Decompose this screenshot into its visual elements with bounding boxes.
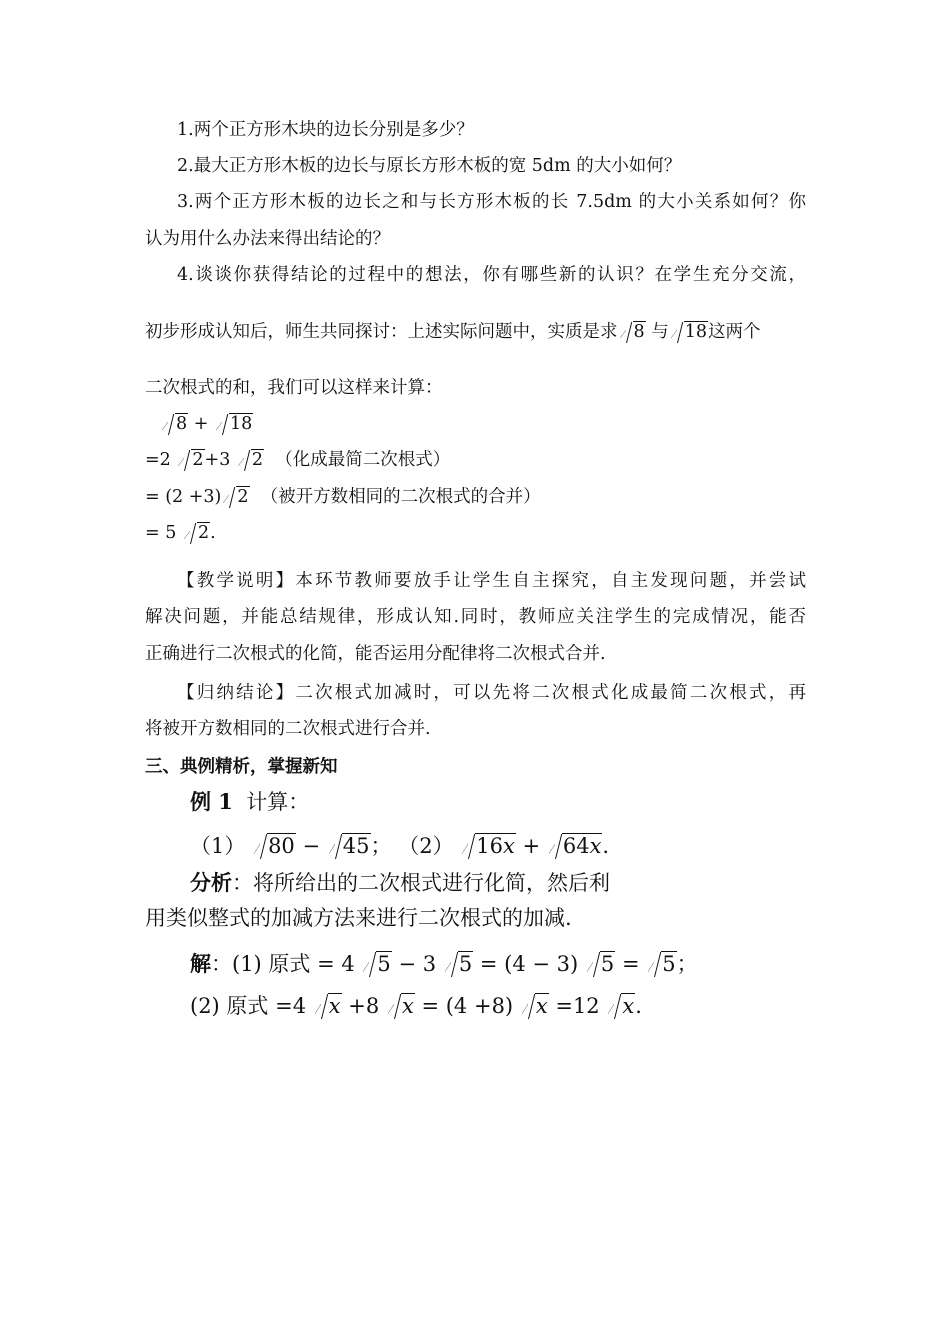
solution-1-b: = (4 − 3) (479, 952, 579, 976)
calc-4-post: . (210, 523, 216, 543)
question-4-text-mid: 与 (651, 322, 669, 342)
solution-line-1 (190, 950, 698, 978)
solution-line-2 (190, 992, 642, 1020)
solution-2-c: =12 (555, 994, 600, 1018)
calc-4-pre: = 5 (145, 523, 177, 543)
example-problems (190, 832, 609, 860)
calc-3-pre: = (2 +3) (145, 487, 222, 507)
solution-1-sqrt-a: 5 (363, 950, 391, 978)
calc-line-3 (145, 485, 541, 509)
solution-1-sqrt-b: 5 (445, 950, 473, 978)
example-title: 计算： (246, 790, 310, 814)
calc-2-mid: +3 (204, 450, 231, 470)
example-heading (190, 788, 309, 816)
calc-sqrt-8: 8 (162, 412, 188, 436)
solution-1-sqrt-c: 5 (587, 950, 615, 978)
problem-2-sqrt-16x (462, 832, 516, 860)
calc-2-sqrt-b: 2 (238, 448, 264, 472)
solution-2-sqrt-a: x (315, 992, 342, 1020)
calc-2-pre: =2 (145, 450, 171, 470)
conclusion-line-2: 将被开方数相同的二次根式进行合并. (145, 719, 431, 739)
question-4-line-1: 4.谈谈你获得结论的过程中的想法，你有哪些新的认识？在学生充分交流， (177, 265, 806, 285)
teaching-note-line-3: 正确进行二次根式的化简，能否运用分配律将二次根式合并. (145, 644, 606, 664)
question-3-line-1: 3.两个正方形木板的边长之和与长方形木板的长 7.5dm 的大小关系如何？你 (177, 192, 806, 212)
calc-plus: + (193, 414, 209, 434)
solution-2-sqrt-b: x (388, 992, 415, 1020)
problem-2-r1-var: x (503, 834, 515, 858)
solution-1-pre: ：(1) 原式 = 4 (211, 952, 355, 976)
solution-2-a: +8 (348, 994, 380, 1018)
conclusion-line-1: 【归纳结论】二次根式加减时，可以先将二次根式化成最简二次根式，再 (177, 683, 806, 703)
problem-2-end: . (602, 834, 610, 858)
example-label: 例 1 (190, 789, 233, 814)
calc-line-4 (145, 521, 216, 545)
question-4-line-3: 二次根式的和，我们可以这样来计算： (145, 378, 443, 398)
solution-2-pre: (2) 原式 =4 (190, 994, 307, 1018)
teaching-note-line-1: 【教学说明】本环节教师要放手让学生自主探究，自主发现问题，并尝试 (177, 571, 806, 591)
solution-1-sqrt-d: 5 (648, 950, 676, 978)
solution-2-sqrt-d: x (608, 992, 635, 1020)
question-4-line-2 (145, 320, 761, 344)
calc-line-1 (160, 412, 253, 436)
problem-1-end: ； (370, 834, 392, 858)
solution-2-sqrt-c: x (522, 992, 549, 1020)
section-title: 三、典例精析，掌握新知 (145, 757, 338, 777)
question-4-text-post: 这两个 (708, 322, 761, 342)
problem-1-sqrt-80: 80 (254, 832, 296, 860)
problem-2-sqrt-64x (549, 832, 603, 860)
question-2: 2.最大正方形木板的边长与原长方形木板的宽 5dm 的大小如何？ (177, 156, 682, 176)
analysis-line-2: 用类似整式的加减方法来进行二次根式的加减. (145, 906, 572, 930)
problem-2-r2-num: 64 (562, 834, 590, 858)
calc-2-sqrt-a: 2 (178, 448, 204, 472)
question-3-line-2: 认为用什么办法来得出结论的？ (145, 229, 390, 249)
analysis-text-1: ：将所给出的二次根式进行化简，然后利 (232, 871, 610, 895)
problem-1-label: （1） (190, 834, 246, 858)
analysis-line-1 (190, 869, 610, 897)
problem-1-sqrt-45: 45 (329, 832, 371, 860)
sqrt-8: 8 (620, 320, 646, 344)
problem-1-op: − (302, 834, 321, 858)
calc-3-sqrt: 2 (223, 485, 249, 509)
problem-2-label: （2） (398, 834, 454, 858)
solution-2-end: . (635, 994, 642, 1018)
calc-2-note: （化成最简二次根式） (275, 450, 451, 470)
solution-1-a: − 3 (398, 952, 437, 976)
calc-4-sqrt: 2 (184, 521, 210, 545)
analysis-label: 分析 (190, 870, 232, 895)
calc-line-2 (145, 448, 450, 472)
calc-sqrt-18: 18 (216, 412, 253, 436)
sqrt-18: 18 (671, 320, 708, 344)
calc-3-note: （被开方数相同的二次根式的合并） (260, 487, 541, 507)
problem-2-r1-num: 16 (476, 834, 503, 858)
solution-label: 解 (190, 951, 211, 976)
problem-2-op: + (522, 834, 541, 858)
question-1: 1.两个正方形木块的边长分别是多少？ (177, 120, 474, 140)
teaching-note-line-2: 解决问题，并能总结规律，形成认知.同时，教师应关注学生的完成情况，能否 (145, 607, 806, 627)
solution-1-end: ； (676, 952, 698, 976)
question-4-text-pre: 初步形成认知后，师生共同探讨：上述实际问题中，实质是求 (145, 322, 618, 342)
solution-2-b: = (4 +8) (421, 994, 514, 1018)
problem-2-r2-var: x (589, 834, 602, 858)
solution-1-c: = (621, 952, 640, 976)
